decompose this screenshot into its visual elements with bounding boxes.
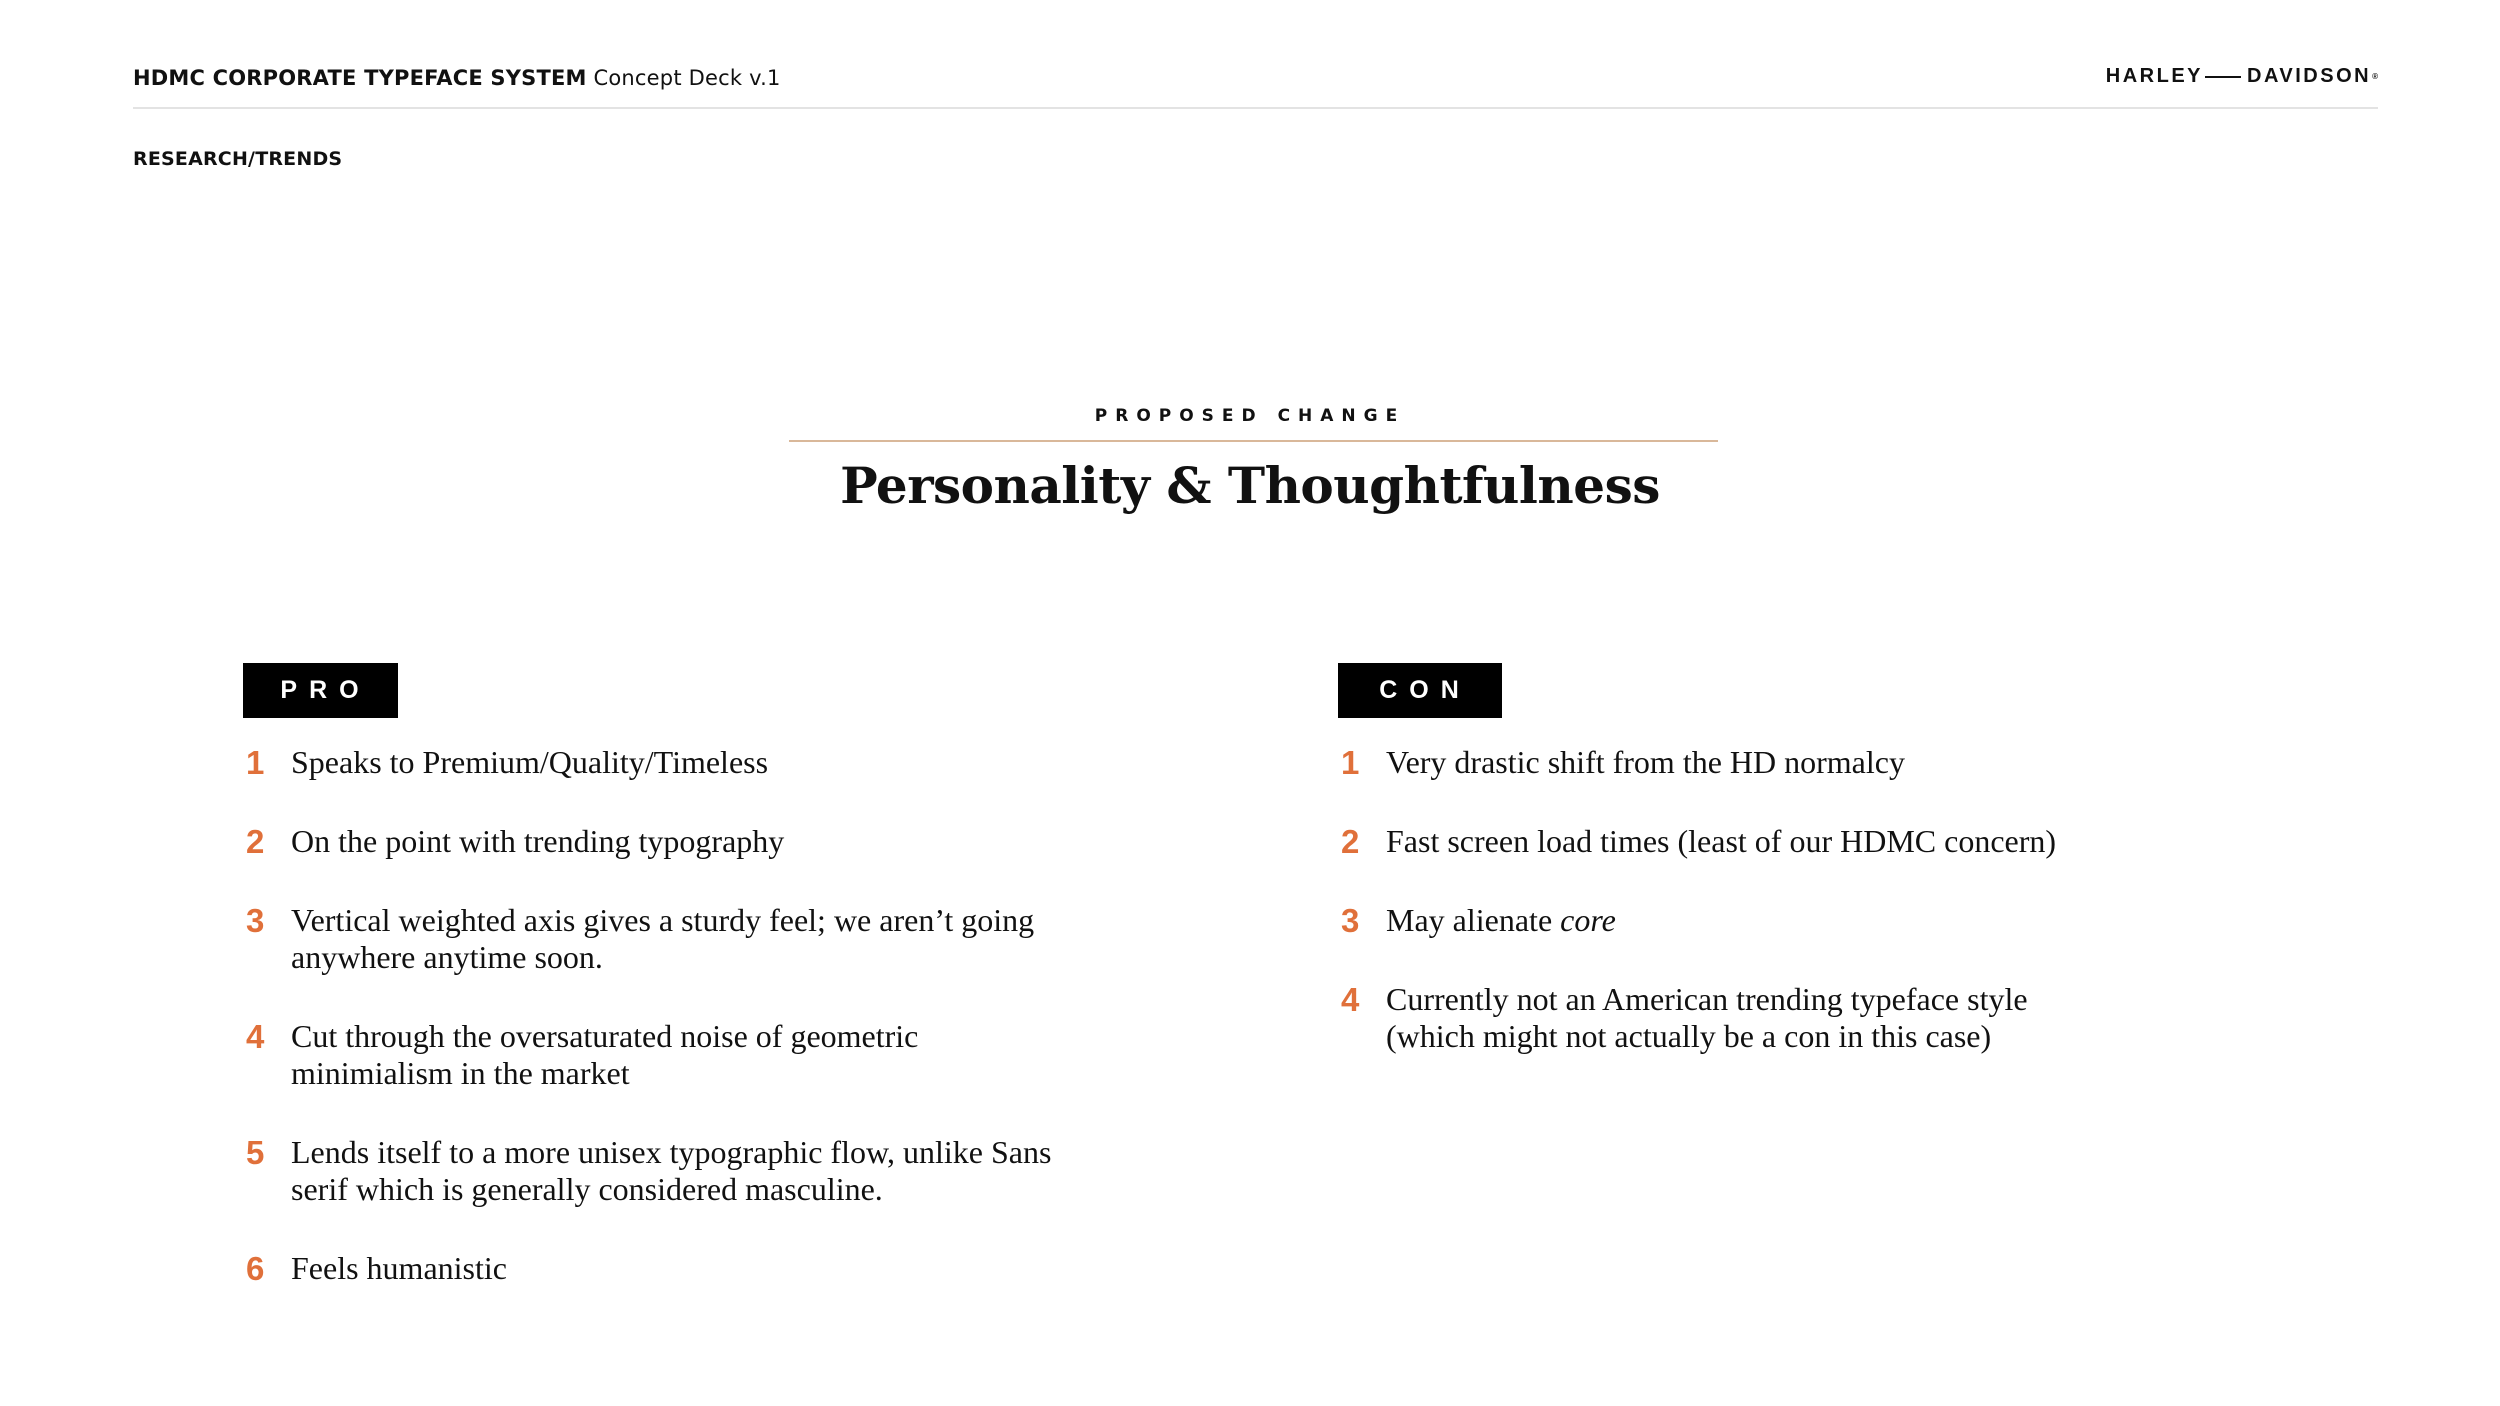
item-text: Fast screen load times (least of our HDMC concern) xyxy=(1386,823,2057,859)
harley-davidson-logo xyxy=(2106,65,2378,88)
list-item xyxy=(1338,902,2198,939)
item-number: 5 xyxy=(246,1134,265,1171)
item-number: 4 xyxy=(1341,981,1360,1018)
item-text: Vertical weighted axis gives a sturdy feel; we aren’t going xyxy=(291,902,1035,938)
page-title: Personality & Thoughtfulness xyxy=(840,456,1660,515)
item-text: Lends itself to a more unisex typographic flow, unlike Sans xyxy=(291,1134,1052,1170)
brand-right: DAVIDSON xyxy=(2247,65,2372,87)
pro-list xyxy=(243,744,1103,1287)
brand-registered-mark: ® xyxy=(2372,72,2378,81)
list-item xyxy=(243,744,1103,781)
item-text: On the point with trending typography xyxy=(291,823,785,859)
item-text xyxy=(1386,902,2198,939)
item-text: Currently not an American trending typeface style xyxy=(1386,981,2028,1017)
item-text-line2: (which might not actually be a con in this case) xyxy=(1386,1018,1992,1054)
con-list xyxy=(1338,744,2198,1055)
item-text-line2: serif which is generally considered masculine. xyxy=(291,1171,883,1207)
list-item xyxy=(1338,823,2198,860)
item-number: 1 xyxy=(246,744,265,781)
eyebrow-label: PROPOSED CHANGE xyxy=(1094,406,1406,426)
con-column xyxy=(1338,663,2198,1097)
item-number: 4 xyxy=(246,1018,265,1055)
item-number: 2 xyxy=(246,823,265,860)
deck-title-sub: Concept Deck v.1 xyxy=(593,66,781,90)
item-text-emphasis: core xyxy=(1560,902,1616,938)
section-label: RESEARCH/TRENDS xyxy=(133,148,343,170)
list-item xyxy=(243,823,1103,860)
item-text: Speaks to Premium/Quality/Timeless xyxy=(291,744,769,780)
item-number: 3 xyxy=(1341,902,1360,939)
list-item xyxy=(1338,981,2198,1055)
deck-title xyxy=(133,65,781,91)
item-text-main: May alienate xyxy=(1386,902,1561,938)
list-item xyxy=(243,902,1103,976)
con-label: CON xyxy=(1338,663,1502,718)
list-item xyxy=(243,1134,1103,1208)
item-text: Very drastic shift from the HD normalcy xyxy=(1386,744,1905,780)
item-text-line2: minimialism in the market xyxy=(291,1055,630,1091)
list-item xyxy=(1338,744,2198,781)
deck-header xyxy=(133,62,2378,109)
item-number: 1 xyxy=(1341,744,1360,781)
deck-title-strong: HDMC CORPORATE TYPEFACE SYSTEM xyxy=(133,66,587,90)
title-rule xyxy=(789,440,1718,442)
item-number: 2 xyxy=(1341,823,1360,860)
list-item xyxy=(243,1018,1103,1092)
item-number: 3 xyxy=(246,902,265,939)
list-item xyxy=(243,1250,1103,1287)
brand-left: HARLEY xyxy=(2105,65,2203,87)
brand-dash xyxy=(2205,76,2241,78)
item-text-line2: anywhere anytime soon. xyxy=(291,939,603,975)
item-number: 6 xyxy=(246,1250,265,1287)
pro-label: PRO xyxy=(243,663,398,718)
pro-column xyxy=(243,663,1103,1329)
item-text: Cut through the oversaturated noise of geometric xyxy=(291,1018,919,1054)
item-text: Feels humanistic xyxy=(291,1250,507,1286)
